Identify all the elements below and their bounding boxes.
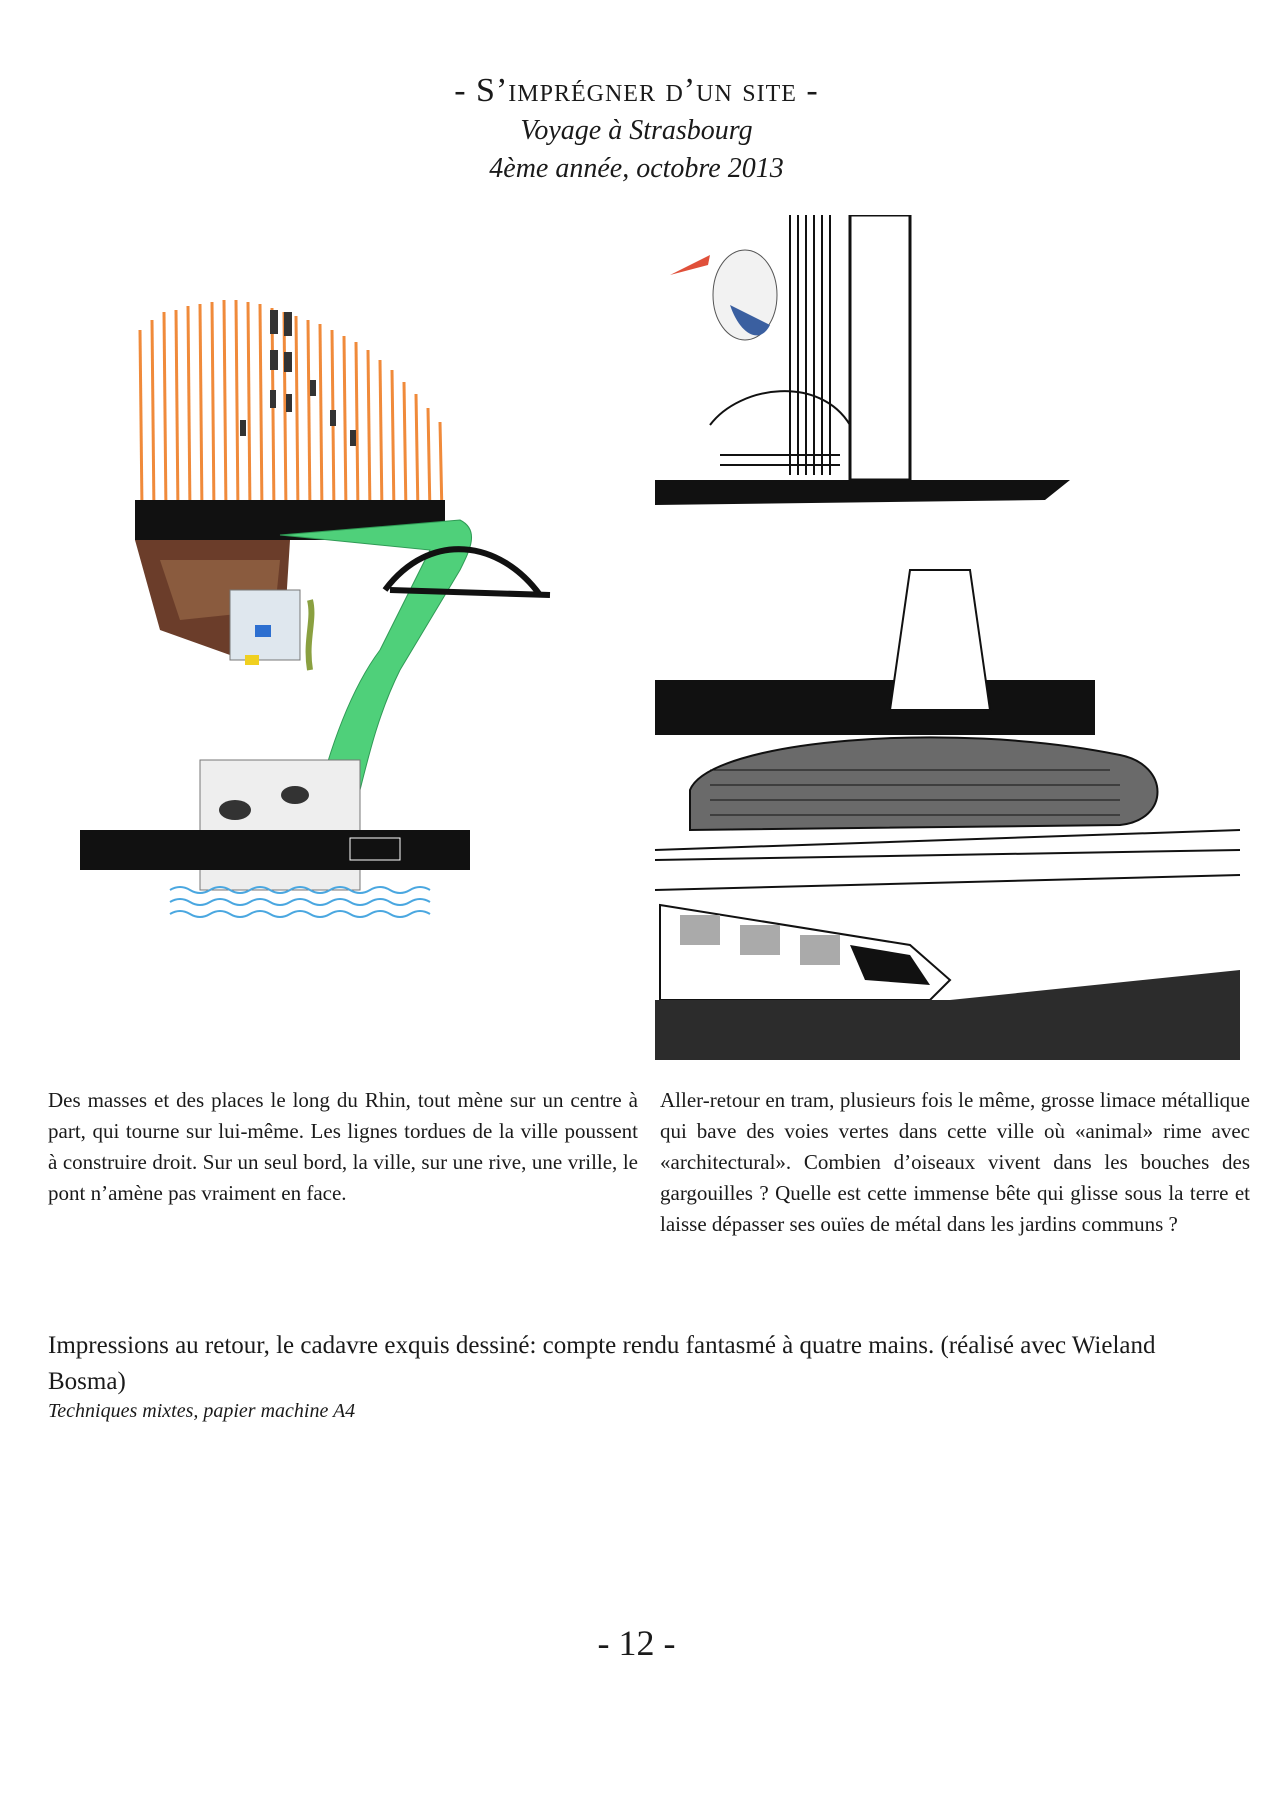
- town-collage: [135, 540, 311, 670]
- road-band: [80, 830, 470, 870]
- water-waves: [170, 887, 430, 917]
- bike-sign: [350, 838, 400, 860]
- page-header: [0, 70, 1273, 188]
- drawing-tram-creature: [650, 560, 1250, 1060]
- black-slab: [655, 680, 1095, 735]
- ground-band: [655, 480, 1070, 505]
- caption: Impressions au retour, le cadavre exquis dessiné: compte rendu fantasmé à quatre mains. (réalisé avec Wieland Bosma): [48, 1332, 1156, 1395]
- track-lines: [655, 830, 1240, 890]
- bridge: [385, 549, 550, 595]
- page-subtitle: Voyage à Strasbourg: [520, 115, 753, 146]
- page-number: - 12 -: [597, 1623, 676, 1663]
- stork: [670, 250, 777, 340]
- page-title: - S’imprégner d’un site -: [454, 72, 819, 109]
- drawing-stork-cathedral: [650, 215, 1070, 515]
- text-left: Des masses et des places le long du Rhin, tout mène sur un centre à part, qui tourne sur lui-même. Les lignes tordues de la ville poussent à construire droit. Sur un seul bord, la ville, sur une rive, une vrille, le pont n’amène pas vraiment en face.: [48, 1088, 638, 1205]
- technique-note: Techniques mixtes, papier machine A4: [48, 1400, 356, 1422]
- tram: [660, 905, 950, 1000]
- creature-body: [690, 737, 1158, 830]
- rats-panel: [200, 760, 360, 890]
- drawing-left-city-river: [80, 290, 640, 950]
- text-right: Aller-retour en tram, plusieurs fois le même, grosse limace métallique qui bave des voies vertes dans cette ville où «animal» rime avec «architectural». Combien d’oiseaux vivent dans les bouches des gargouilles ? Quelle est cette immense bête qui glisse sous la terre et laisse dépasser ses ouïes de métal dans les jardins communs ?: [660, 1088, 1250, 1236]
- chimney: [890, 570, 990, 710]
- spire: [850, 215, 910, 480]
- page-date: 4ème année, octobre 2013: [489, 153, 784, 184]
